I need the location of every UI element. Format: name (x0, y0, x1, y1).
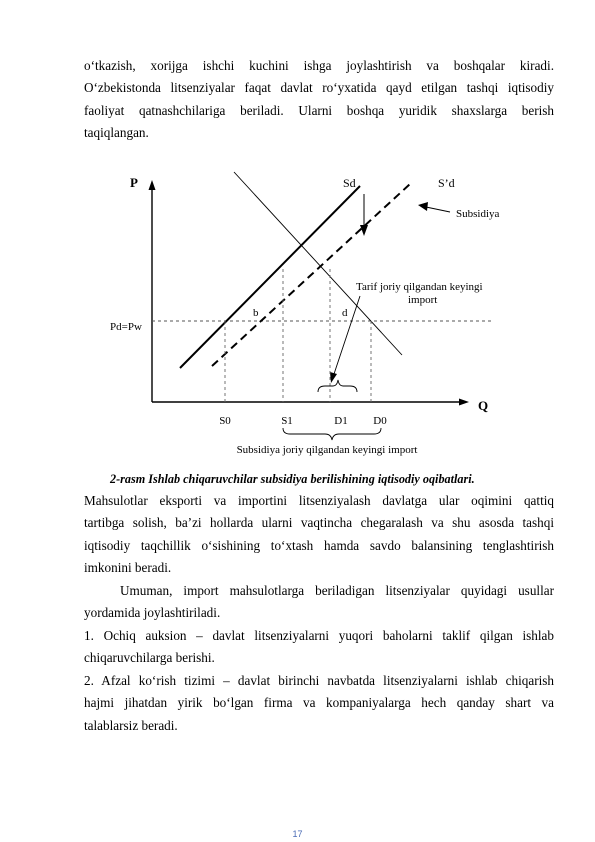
supply-curve-sd (180, 186, 360, 368)
page-number: 17 (292, 829, 303, 839)
demand-curve (234, 172, 402, 355)
y-axis-arrow (149, 180, 156, 190)
list-item-preference-system (84, 670, 554, 737)
label-tarif: Tarif joriy qilgandan keyingi (356, 281, 483, 293)
paragraph-licensing-methods (84, 580, 554, 625)
text-line: chiqaruvchilarga berishi. (84, 650, 215, 666)
label-sd: Sd (343, 176, 356, 190)
figure-caption: 2-rasm Ishlab chiqaruvchilar subsidiya berilishining iqtisodiy oqibatlari. (110, 472, 475, 486)
text-line: hajmi jihatdan yirik bo‘lgan firma va kompaniyalarga hech qanday shart va (84, 695, 554, 711)
text-line: iqtisodiy taqchillik o‘sishining to‘xtash hamda savdo balansining tenglashtirish (84, 537, 554, 553)
text-line: talablarsiz beradi. (84, 717, 178, 733)
text-line: Mahsulotlar eksporti va importini litsenziyalash davlatga ular oqimini qattiq (84, 493, 554, 508)
tick-s0: S0 (219, 415, 231, 427)
label-pd-pw: Pd=Pw (110, 321, 142, 333)
text-line: Umuman, import mahsulotlarga beriladigan litsenziyalar quyidagi usullar (120, 583, 554, 598)
point-b: b (253, 307, 259, 319)
tick-s1: S1 (281, 415, 293, 427)
text-line: imkonini beradi. (84, 560, 172, 576)
text-line: yordamida joylashtiriladi. (84, 605, 221, 621)
tariff-import-brace (318, 380, 357, 392)
subsidy-label-arrowhead (418, 202, 428, 211)
paragraph-licensing-intro (84, 55, 554, 145)
text-line: 2. Afzal ko‘rish tizimi – davlat birinchi navbatda litsenziyalarni ishlab chiqarish (84, 673, 554, 688)
subsidy-import-brace (283, 428, 381, 440)
list-item-open-auction (84, 625, 554, 670)
paragraph-licensing-benefits (84, 490, 554, 580)
text-line: 1. Ochiq auksion – davlat litsenziyalarni yuqori baholarni taklif qilgan ishlab (84, 628, 554, 643)
label-subsidy-import: Subsidiya joriy qilgandan keyingi import (236, 444, 418, 456)
subsidy-label-arrow (426, 207, 450, 212)
tick-d1: D1 (334, 415, 348, 427)
text-line: tartibga solish, ba’zi hollarda ularni vaqtincha chegaralash va shu asosda tashqi (84, 515, 554, 531)
text-line: faoliyat qatnashchilariga beriladi. Ularni boshqa yuridik shaxslarga berish (84, 102, 554, 118)
text-line: o‘tkazish, xorijga ishchi kuchini ishga joylashtirish va boshqalar kiradi. (84, 58, 554, 73)
text-line: taqiqlangan. (84, 125, 149, 141)
subsidy-economics-diagram (100, 165, 520, 465)
tick-d0: D0 (373, 415, 387, 427)
x-axis-arrow (459, 399, 469, 406)
axis-label-p: P (130, 175, 138, 190)
subsidy-shift-arrowhead (360, 225, 368, 236)
point-d: d (342, 307, 348, 319)
label-subsidiya: Subsidiya (456, 208, 500, 220)
text-line: O‘zbekistonda litsenziyalar faqat davlat ro‘yxatida qayd etilgan tashqi iqtisodiy (84, 80, 554, 96)
label-tarif-import: import (408, 294, 438, 306)
label-s2d: S’d (438, 176, 455, 190)
tariff-pointer-arrowhead (330, 372, 337, 383)
axis-label-q: Q (478, 398, 489, 413)
supply-curve-s2d (212, 184, 410, 366)
